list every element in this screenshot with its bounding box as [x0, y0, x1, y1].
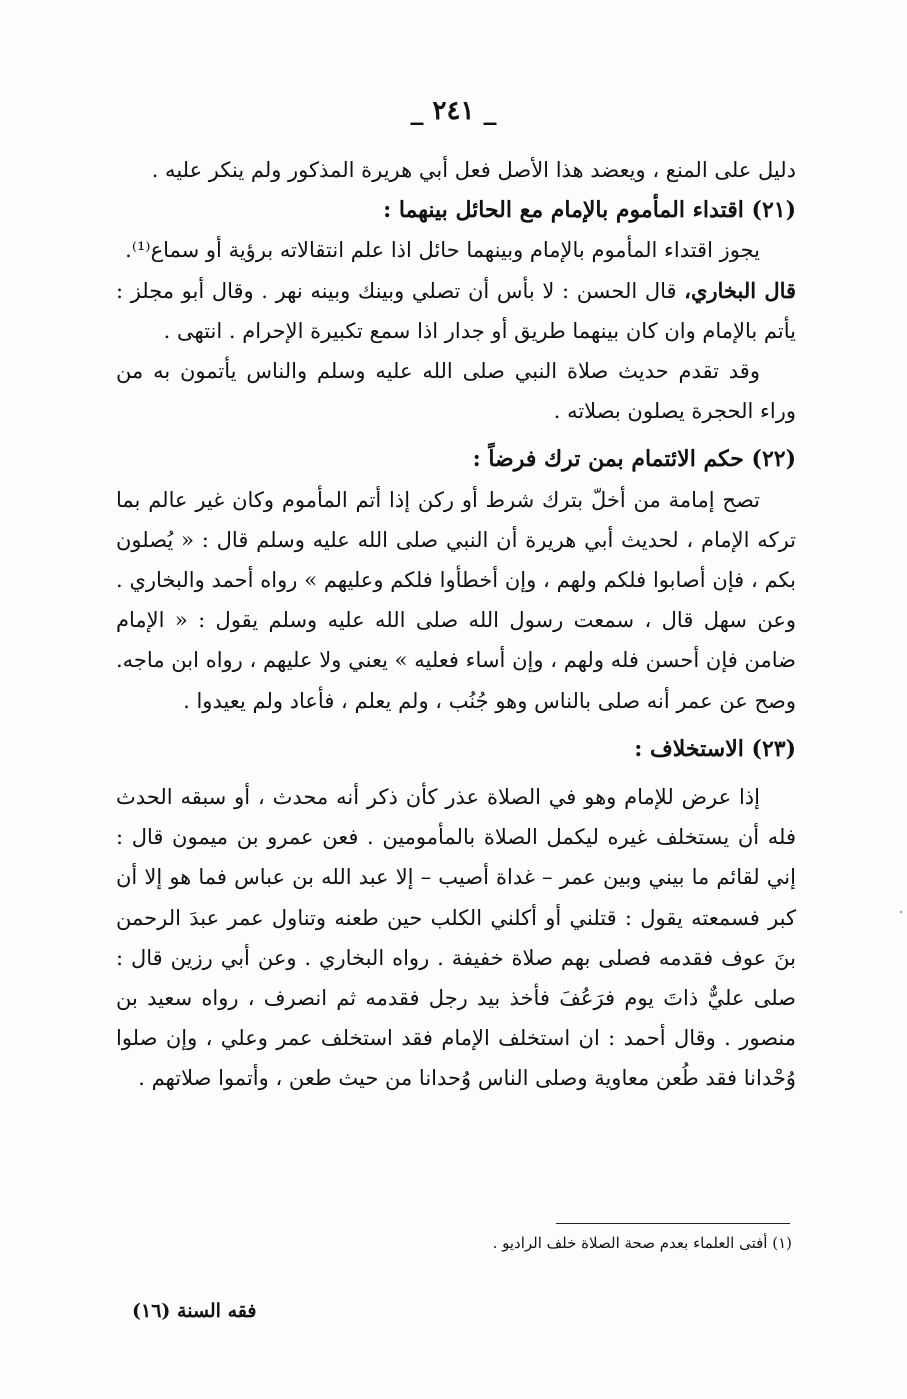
bukhari-label: قال البخاري،	[684, 277, 797, 303]
page-body	[116, 150, 796, 1099]
section-21-paragraph-2	[116, 271, 796, 351]
section-22-paragraph-1: تصح إمامة من أخلّ بترك شرط أو ركن إذا أتم المأموم وكان غير عالم بما تركه الإمام ، لحديث أبي هريرة أن النبي صلى الله عليه وسلم قال : « يُصلون بكم ، فإن أصابوا فلكم ولهم ، وإن أخطأوا فلكم وعليهم » رواه أحمد والبخاري . وعن سهل قال ، سمعت رسول الله صلى الله عليه وسلم يقول : « الإمام ضامن فإن أحسن فله ولهم ، وإن أساء فعليه » يعني ولا عليهم ، رواه ابن ماجه. وصح عن عمر أنه صلى بالناس وهو جُنُب ، ولم يعلم ، فأعاد ولم يعيدوا .	[116, 487, 796, 713]
footnote: (١) أفتى العلماء بعدم صحة الصلاة خلف الراديو .	[492, 1234, 792, 1252]
intro-line: دليل على المنع ، ويعضد هذا الأصل فعل أبي هريرة المذكور ولم ينكر عليه .	[151, 158, 796, 182]
scan-speck	[900, 911, 902, 913]
section-21-paragraph-3: وقد تقدم حديث صلاة النبي صلى الله عليه وسلم والناس يأتمون به من وراء الحجرة يصلون بصلاته .	[116, 359, 796, 424]
book-signature: فقه السنة (١٦)	[132, 1300, 257, 1322]
section-21-paragraph-1: يجوز اقتداء المأموم بالإمام وبينهما حائل اذا علم انتقالاته برؤية أو سماع⁽¹⁾.	[125, 238, 760, 263]
footnote-divider	[556, 1223, 790, 1224]
section-21-paragraph-2-text: قال الحسن : لا بأس أن تصلي وبينك وبينه نهر . وقال أبو مجلز : يأتم بالإمام وان كان بينهما طريق أو جدار اذا سمع تكبيرة الإحرام . انتهى .	[116, 278, 796, 343]
page-number: _ ٢٤١ _	[410, 96, 497, 126]
section-23-paragraph-1: إذا عرض للإمام وهو في الصلاة عذر كأن ذكر أنه محدث ، أو سبقه الحدث فله أن يستخلف غيره ليكمل الصلاة بالمأمومين . فعن عمرو بن ميمون قال : إني لقائم ما بيني وبين عمر – غداة أصيب – إلا عبد الله بن عباس فما هو إلا أن كبر فسمعته يقول : قتلني أو أكلني الكلب حين طعنه وتناول عمر عبدَ الرحمن بنَ عوف فقدمه فصلى بهم صلاة خفيفة . رواه البخاري . وعن أبي رزين قال : صلى عليٌّ ذاتَ يوم فرَعُفَ فأخذ بيد رجل فقدمه ثم انصرف ، رواه سعيد بن منصور . وقال أحمد : ان استخلف الإمام فقد استخلف عمر وعلي ، وإن صلوا وُحْدانا فقد طُعن معاوية وصلى الناس وُحدانا من حيث طعن ، وأتموا صلاتهم .	[116, 785, 796, 1091]
section-21-title: (٢١) اقتداء المأموم بالإمام مع الحائل بينهما :	[383, 197, 796, 224]
section-23-title: (٢٣) الاستخلاف :	[634, 735, 796, 762]
section-22-title: (٢٢) حكم الائتمام بمن ترك فرضاً :	[472, 446, 796, 473]
